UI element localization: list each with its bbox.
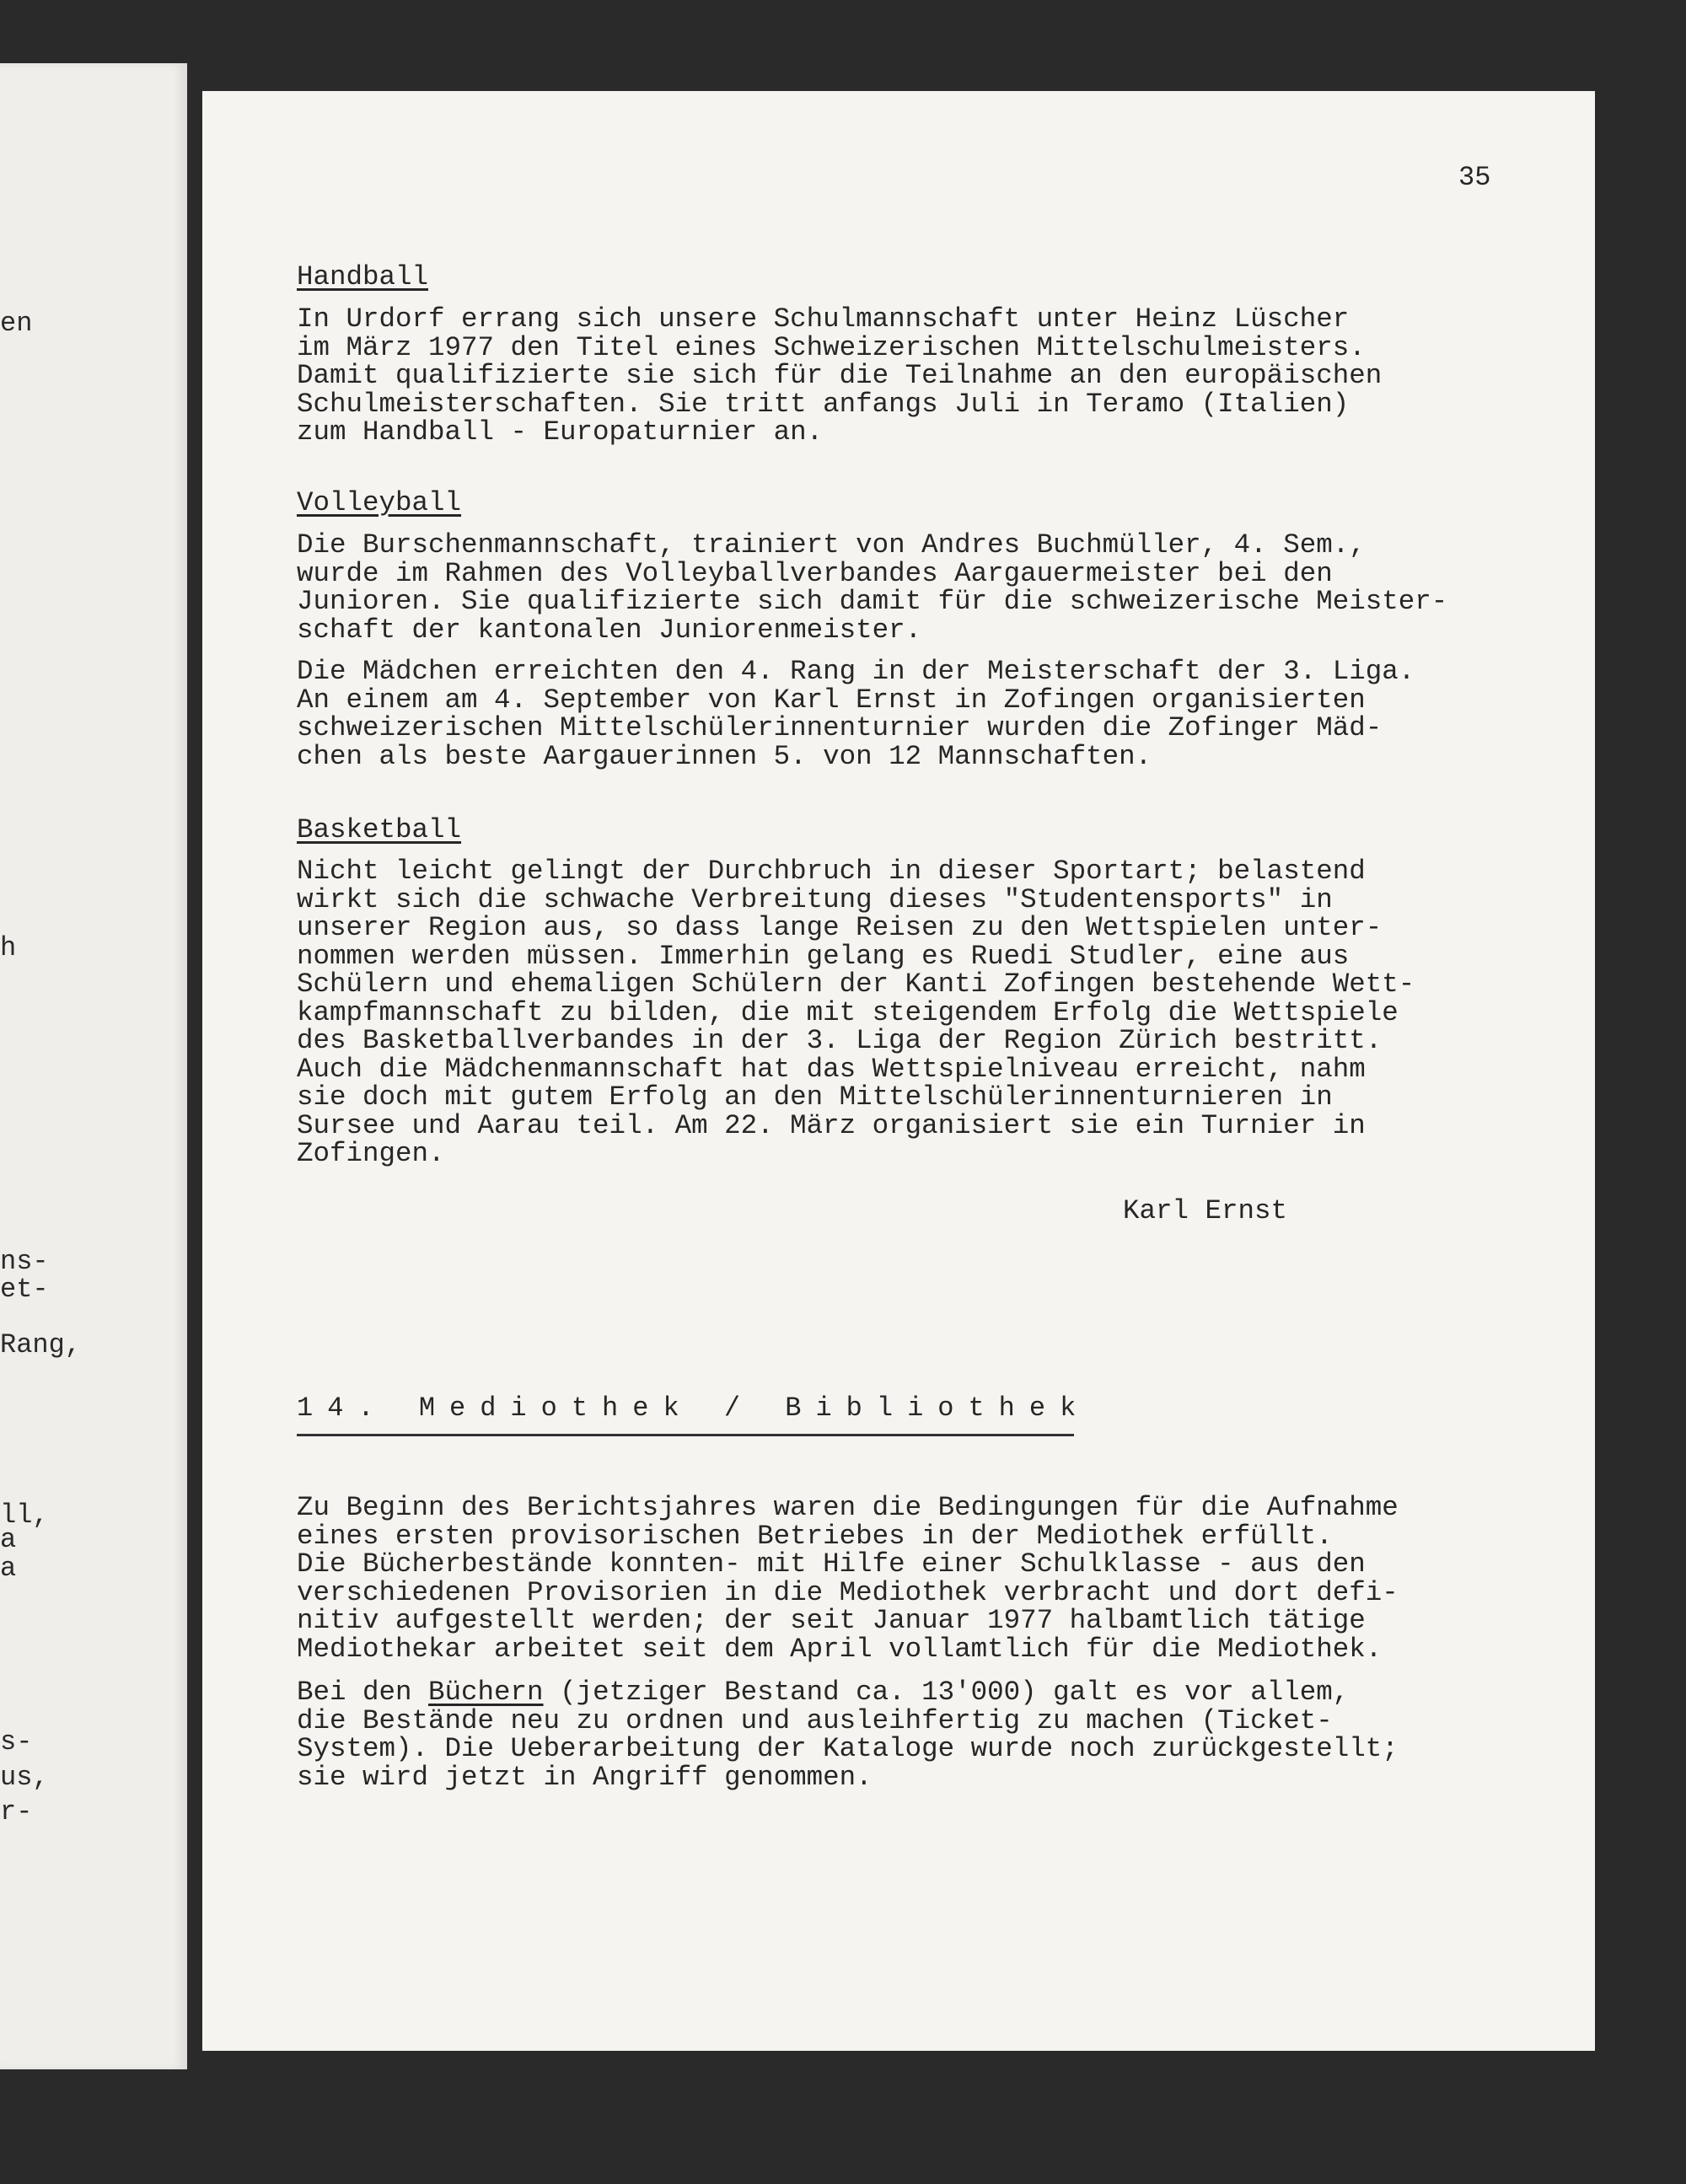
heading-text: Handball <box>297 261 429 292</box>
text-line: kampfmannschaft zu bilden, die mit steigendem Erfolg die Wettspiele <box>297 996 1399 1028</box>
text-line: schweizerischen Mittelschülerinnenturnier wurden die Zofinger Mäd- <box>297 712 1383 743</box>
left-fragment: us, <box>0 1762 49 1793</box>
left-fragment: ns- <box>0 1246 49 1277</box>
text-line: Sursee und Aarau teil. Am 22. März organisiert sie ein Turnier in <box>297 1109 1366 1141</box>
left-fragment: h <box>0 932 17 963</box>
left-fragment: r- <box>0 1796 33 1827</box>
text-line: Die Bücherbestände konnten- mit Hilfe einer Schulklasse - aus den <box>297 1548 1366 1580</box>
left-fragment: Rang, <box>0 1329 82 1360</box>
heading-text: Volleyball <box>297 487 462 518</box>
page-number: 35 <box>1458 162 1491 193</box>
text-line: In Urdorf errang sich unsere Schulmannschaft unter Heinz Lüscher <box>297 303 1350 335</box>
handball-heading <box>297 263 428 292</box>
text-line: die Bestände neu zu ordnen und ausleihfertig zu machen (Ticket- <box>297 1704 1333 1736</box>
handball-paragraph <box>297 305 1382 447</box>
text-line: Mediothekar arbeitet seit dem April vollamtlich für die Mediothek. <box>297 1633 1383 1665</box>
text-line: chen als beste Aargauerinnen 5. von 12 Mannschaften. <box>297 740 1152 772</box>
text-line: eines ersten provisorischen Betriebes in der Mediothek erfüllt. <box>297 1520 1333 1552</box>
text-line: Damit qualifizierte sie sich für die Teilnahme an den europäischen <box>297 360 1383 391</box>
underlined-word: Büchern <box>428 1677 544 1708</box>
mediothek-paragraph-1 <box>297 1494 1399 1663</box>
volleyball-paragraph-1 <box>297 531 1447 644</box>
text-line: System). Die Ueberarbeitung der Kataloge wurde noch zurückgestellt; <box>297 1733 1399 1764</box>
text-line: Nicht leicht gelingt der Durchbruch in dieser Sportart; belastend <box>297 856 1366 887</box>
left-fragment: ll, <box>0 1500 49 1531</box>
text-line: unserer Region aus, so dass lange Reisen zu den Wettspielen unter- <box>297 912 1383 943</box>
left-fragment: a <box>0 1524 17 1555</box>
text-line: wurde im Rahmen des Volleyballverbandes Aargauermeister bei den <box>297 557 1333 589</box>
left-fragment: en <box>0 308 33 339</box>
section-underline <box>297 1434 1074 1436</box>
text-line: Die Mädchen erreichten den 4. Rang in der Meisterschaft der 3. Liga. <box>297 656 1415 687</box>
text-line: An einem am 4. September von Karl Ernst in Zofingen organisierten <box>297 684 1366 716</box>
text-line: schaft der kantonalen Juniorenmeister. <box>297 614 922 646</box>
text-line: Schulmeisterschaften. Sie tritt anfangs Juli in Teramo (Italien) <box>297 388 1350 420</box>
text-line: Zu Beginn des Berichtsjahres waren die Bedingungen für die Aufnahme <box>297 1492 1399 1523</box>
volleyball-heading <box>297 489 461 518</box>
left-fragment: s- <box>0 1726 33 1757</box>
basketball-paragraph <box>297 857 1415 1168</box>
text-line: im März 1977 den Titel eines Schweizerischen Mittelschulmeisters. <box>297 331 1366 363</box>
volleyball-paragraph-2 <box>297 657 1415 770</box>
text-line: Zofingen. <box>297 1138 445 1169</box>
text-line: sie doch mit gutem Erfolg an den Mittelschülerinnenturnieren in <box>297 1081 1333 1113</box>
mediothek-paragraph-2 <box>297 1678 1399 1791</box>
text-line: des Basketballverbandes in der 3. Liga der Region Zürich bestritt. <box>297 1025 1383 1056</box>
text-line <box>297 1678 1399 1707</box>
text-line: Auch die Mädchenmannschaft hat das Wettspielniveau erreicht, nahm <box>297 1053 1366 1085</box>
left-fragment: et- <box>0 1274 49 1305</box>
text-line: sie wird jetzt in Angriff genommen. <box>297 1761 873 1793</box>
section-heading-mediothek: 14. Mediothek / Bibliothek <box>297 1393 1091 1424</box>
text-line: wirkt sich die schwache Verbreitung dieses "Studentensports" in <box>297 883 1333 915</box>
signature: Karl Ernst <box>1123 1195 1288 1226</box>
text-line: nommen werden müssen. Immerhin gelang es Ruedi Studler, eine aus <box>297 940 1350 972</box>
text-line: Die Burschenmannschaft, trainiert von Andres Buchmüller, 4. Sem., <box>297 529 1366 561</box>
text-span: Bei den <box>297 1677 429 1708</box>
text-line: verschiedenen Provisorien in die Mediothek verbracht und dort defi- <box>297 1576 1399 1608</box>
text-line: Schülern und ehemaligen Schülern der Kanti Zofingen bestehende Wett- <box>297 969 1415 1000</box>
text-span: (jetziger Bestand ca. 13'000) galt es vor allem, <box>543 1677 1350 1708</box>
text-line: nitiv aufgestellt werden; der seit Januar 1977 halbamtlich tätige <box>297 1605 1366 1636</box>
basketball-heading <box>297 816 461 845</box>
left-fragment: a <box>0 1553 17 1584</box>
text-line: Junioren. Sie qualifizierte sich damit für die schweizerische Meister- <box>297 586 1448 617</box>
text-line: zum Handball - Europaturnier an. <box>297 416 824 448</box>
heading-text: Basketball <box>297 814 462 845</box>
